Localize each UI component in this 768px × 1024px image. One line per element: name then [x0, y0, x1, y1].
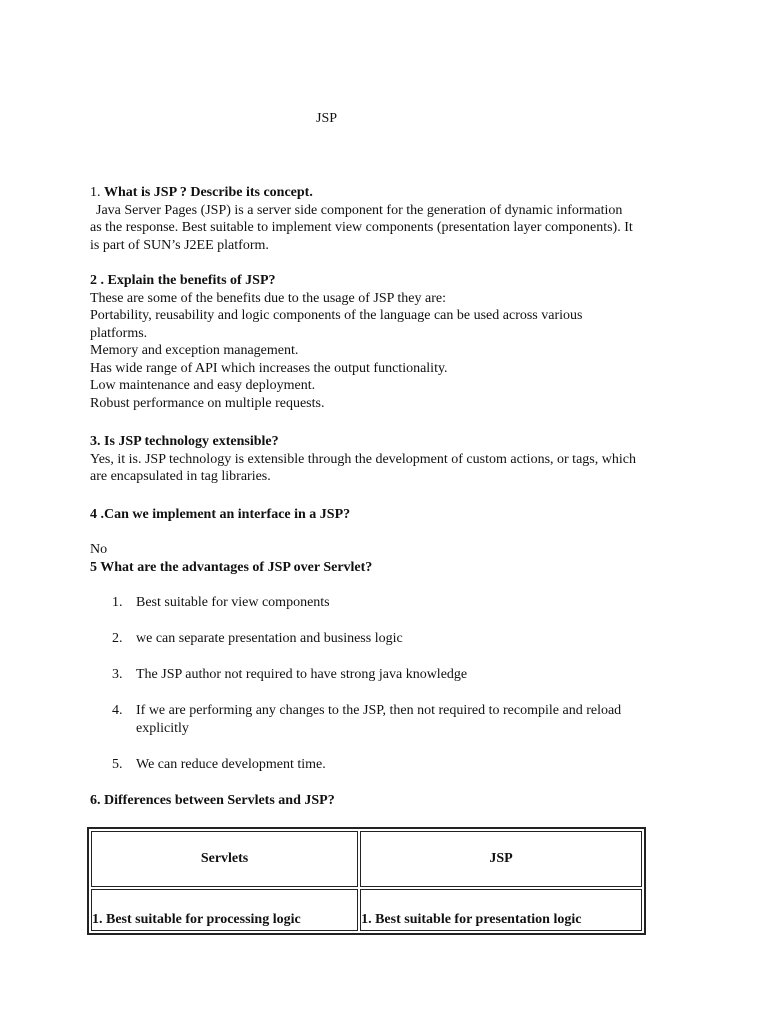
q1-answer-line: is part of SUN’s J2EE platform.: [90, 237, 269, 253]
q3-answer-line: are encapsulated in tag libraries.: [90, 469, 271, 484]
table-row: [91, 889, 642, 931]
q2-answer-line: Portability, reusability and logic components of the language can be used across various: [90, 308, 583, 323]
q3-section: [90, 433, 690, 486]
q2-question: 2 . Explain the benefits of JSP?: [90, 273, 276, 288]
page-title: JSP: [316, 111, 338, 126]
q1-number: 1.: [90, 185, 101, 200]
list-item-text: If we are performing any changes to the JSP, then not required to recompile and reload: [136, 703, 622, 718]
list-item-text: We can reduce development time.: [136, 756, 326, 772]
list-item-text: explicitly: [136, 720, 189, 736]
list-item-number: 3.: [112, 667, 123, 682]
table-header-row: [91, 831, 642, 887]
table-header-jsp: JSP: [360, 831, 642, 887]
q4-question: 4 .Can we implement an interface in a JSP?: [90, 507, 351, 522]
q6-question: 6. Differences between Servlets and JSP?: [90, 793, 335, 808]
list-item: [90, 594, 680, 612]
q6-section: [90, 792, 690, 810]
list-item-number: 4.: [112, 703, 123, 718]
q4-section: [90, 506, 690, 524]
q3-question: 3. Is JSP technology extensible?: [90, 434, 279, 449]
q5-advantages-list: [90, 594, 680, 792]
list-item-text: we can separate presentation and business logic: [136, 631, 403, 646]
q2-answer-line: These are some of the benefits due to the usage of JSP they are:: [90, 290, 446, 306]
list-item-text: The JSP author not required to have strong java knowledge: [136, 667, 468, 682]
list-item-number: 5.: [112, 756, 123, 772]
q2-answer-line: Low maintenance and easy deployment.: [90, 378, 316, 393]
list-item: [90, 756, 680, 774]
q2-answer-line: platforms.: [90, 325, 148, 341]
table-header-servlets: Servlets: [91, 831, 358, 887]
q2-section: [90, 272, 690, 412]
list-item-number: 1.: [112, 595, 123, 610]
q4-answer-text: No: [90, 542, 108, 557]
q1-question: What is JSP ? Describe its concept.: [104, 185, 313, 200]
q1-answer-line: as the response. Best suitable to implement view components (presentation layer components). It: [90, 220, 633, 235]
list-item: [90, 630, 680, 648]
list-item-text: Best suitable for view components: [136, 595, 330, 610]
table-cell-servlets: 1. Best suitable for processing logic: [91, 889, 358, 931]
q3-answer-line: Yes, it is. JSP technology is extensible through the development of custom actions, or tags, which: [90, 451, 636, 467]
q2-answer-line: Has wide range of API which increases the output functionality.: [90, 360, 448, 376]
q4-answer: [90, 541, 690, 576]
differences-table: [87, 827, 646, 935]
q1-heading: [90, 184, 690, 202]
list-item: [90, 702, 680, 737]
list-item-number: 2.: [112, 631, 123, 646]
q2-answer-line: Robust performance on multiple requests.: [90, 395, 325, 411]
q1-section: [90, 184, 690, 254]
q2-answer-line: Memory and exception management.: [90, 343, 299, 358]
list-item: [90, 666, 680, 684]
q5-question: 5 What are the advantages of JSP over Servlet?: [90, 559, 373, 575]
table-cell-jsp: 1. Best suitable for presentation logic: [360, 889, 642, 931]
q1-answer-line: Java Server Pages (JSP) is a server side component for the generation of dynamic information: [96, 202, 623, 218]
